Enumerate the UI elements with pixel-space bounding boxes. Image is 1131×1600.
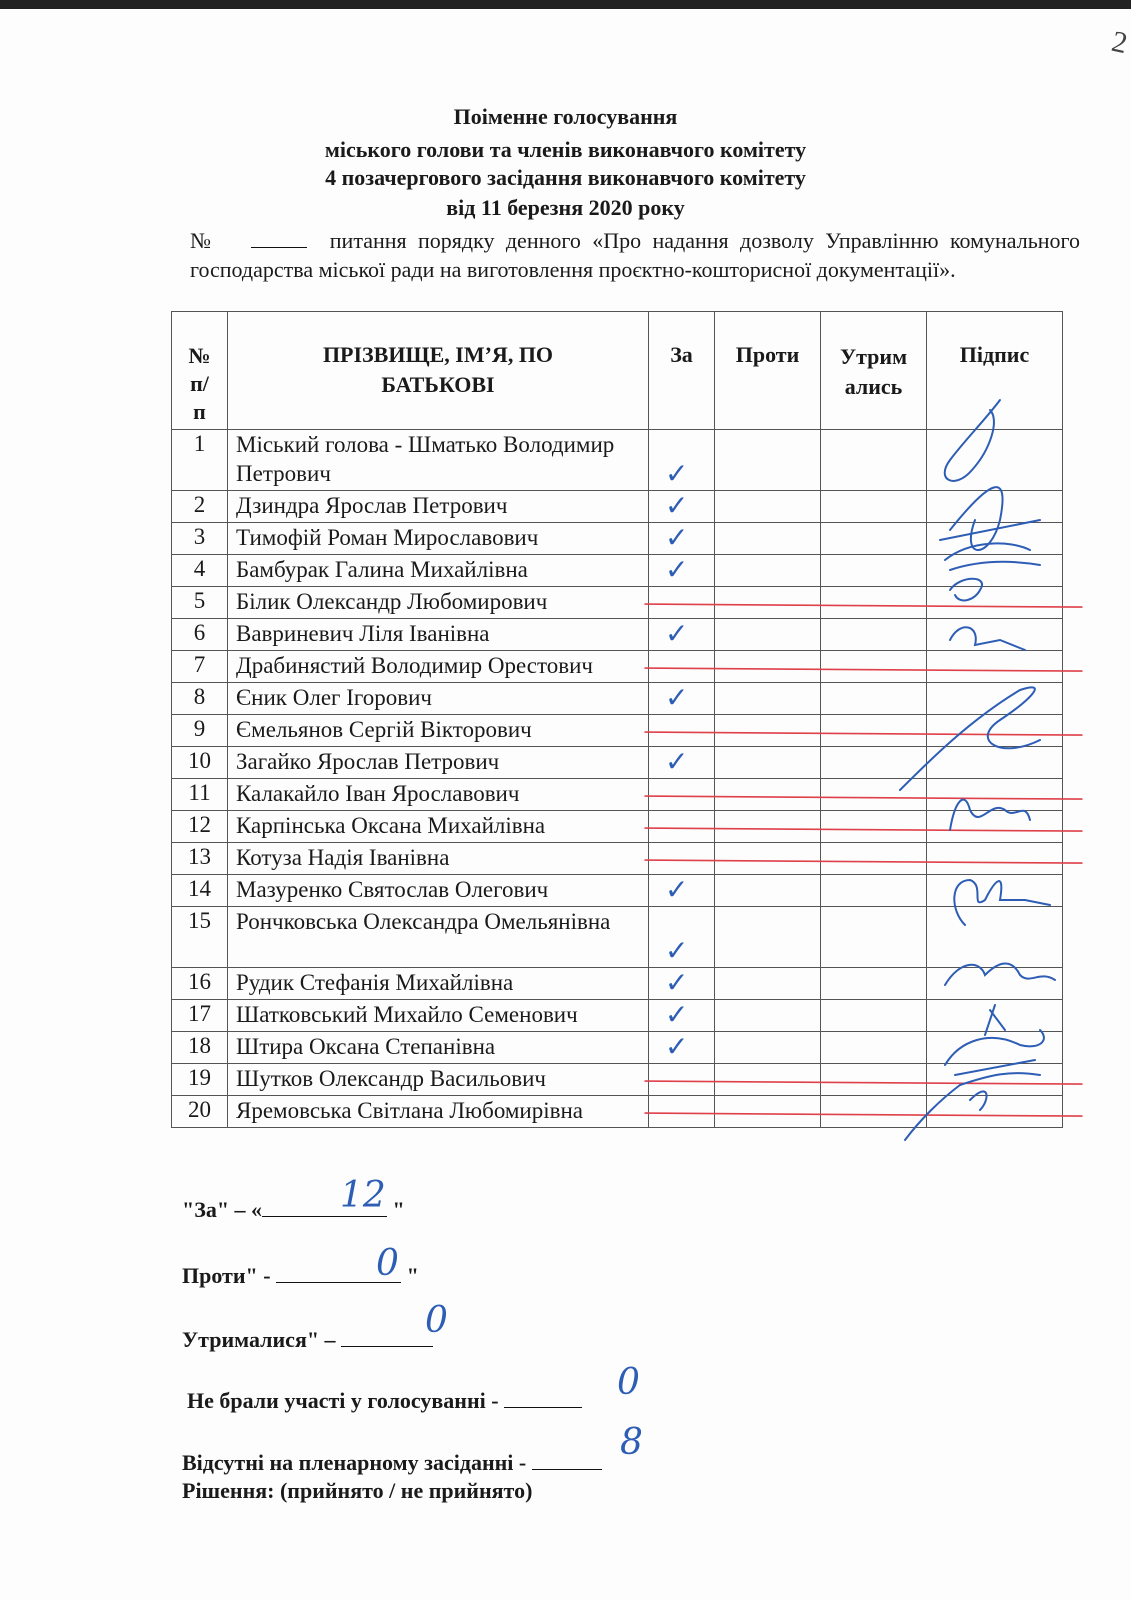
row-against — [715, 968, 821, 1000]
row-signature — [927, 968, 1063, 1000]
row-signature — [927, 683, 1063, 715]
row-for — [649, 1064, 715, 1096]
row-against — [715, 619, 821, 651]
total-for-label: "За" – « — [182, 1197, 263, 1222]
row-against — [715, 430, 821, 491]
total-absent-value: 8 — [620, 1422, 643, 1463]
row-against — [715, 1032, 821, 1064]
row-for — [649, 968, 715, 1000]
col-against: Проти — [715, 312, 821, 430]
row-name: Яремовська Світлана Любомирівна — [228, 1096, 649, 1128]
row-for — [649, 907, 715, 968]
row-signature — [927, 907, 1063, 968]
row-for — [649, 779, 715, 811]
row-signature — [927, 715, 1063, 747]
total-abstained-label: Утрималися" – — [182, 1327, 336, 1352]
row-number: 10 — [172, 747, 228, 779]
total-for-end: " — [387, 1197, 405, 1222]
row-number: 4 — [172, 555, 228, 587]
row-number: 12 — [172, 811, 228, 843]
row-name: Тимофій Роман Мирославович — [228, 523, 649, 555]
row-against — [715, 843, 821, 875]
col-signature: Підпис — [927, 312, 1063, 430]
page-corner-mark: 2 — [1108, 24, 1131, 61]
checkmark-icon: ✓ — [665, 489, 689, 522]
row-against — [715, 1000, 821, 1032]
row-number: 17 — [172, 1000, 228, 1032]
table-row — [172, 779, 1063, 811]
row-abstained — [821, 1064, 927, 1096]
row-number: 9 — [172, 715, 228, 747]
total-against-label: Проти" - — [182, 1263, 277, 1288]
row-signature — [927, 430, 1063, 491]
row-number: 14 — [172, 875, 228, 907]
row-number: 11 — [172, 779, 228, 811]
row-abstained — [821, 811, 927, 843]
row-for — [649, 430, 715, 491]
checkmark-icon: ✓ — [665, 998, 689, 1031]
table-row — [172, 843, 1063, 875]
table-row — [172, 587, 1063, 619]
row-abstained — [821, 491, 927, 523]
total-against-value: 0 — [376, 1243, 399, 1284]
row-for — [649, 683, 715, 715]
row-for — [649, 843, 715, 875]
row-name: Вавриневич Ліля Іванівна — [228, 619, 649, 651]
agenda-text: питання порядку денного «Про надання дозволу Управлінню комунального господарства міської ради на виготовлення проєктно-кошторисної документації». — [190, 228, 1081, 282]
doc-date: від 11 березня 2020 року — [446, 195, 685, 220]
row-number: 7 — [172, 651, 228, 683]
row-for — [649, 715, 715, 747]
table-row — [172, 875, 1063, 907]
doc-subtitle-1: міського голови та членів виконавчого комітету — [324, 137, 807, 162]
row-signature — [927, 1096, 1063, 1128]
row-abstained — [821, 968, 927, 1000]
row-name: Загайко Ярослав Петрович — [228, 747, 649, 779]
row-against — [715, 875, 821, 907]
row-for — [649, 523, 715, 555]
row-abstained — [821, 779, 927, 811]
checkmark-icon: ✓ — [665, 966, 689, 999]
row-against — [715, 715, 821, 747]
col-number: № п/ п — [172, 312, 228, 430]
agenda-number-blank — [251, 229, 307, 248]
row-for — [649, 651, 715, 683]
row-abstained — [821, 1000, 927, 1032]
row-name: Міський голова - Шматько Володимир Петрович — [228, 430, 649, 491]
agenda-item — [190, 226, 1080, 284]
table-row — [172, 1064, 1063, 1096]
checkmark-icon: ✓ — [665, 873, 689, 906]
row-name: Калакайло Іван Ярославович — [228, 779, 649, 811]
row-against — [715, 1096, 821, 1128]
table-row — [172, 1096, 1063, 1128]
table-row — [172, 555, 1063, 587]
row-signature — [927, 619, 1063, 651]
vote-table-header — [172, 312, 1063, 430]
vote-table — [171, 311, 1063, 1128]
doc-subtitle-2: 4 позачергового засідання виконавчого комітету — [325, 165, 806, 190]
row-name: Шатковський Михайло Семенович — [228, 1000, 649, 1032]
row-for — [649, 1000, 715, 1032]
row-number: 5 — [172, 587, 228, 619]
row-number: 3 — [172, 523, 228, 555]
row-against — [715, 1064, 821, 1096]
row-abstained — [821, 619, 927, 651]
total-for-value: 12 — [340, 1175, 386, 1216]
row-for — [649, 491, 715, 523]
total-not-voted — [187, 1388, 582, 1414]
row-signature — [927, 1032, 1063, 1064]
table-row — [172, 1000, 1063, 1032]
row-signature — [927, 491, 1063, 523]
row-signature — [927, 587, 1063, 619]
row-number: 15 — [172, 907, 228, 968]
row-abstained — [821, 843, 927, 875]
table-row — [172, 747, 1063, 779]
row-against — [715, 555, 821, 587]
table-row — [172, 619, 1063, 651]
row-against — [715, 523, 821, 555]
row-abstained — [821, 587, 927, 619]
table-row — [172, 907, 1063, 968]
row-number: 1 — [172, 430, 228, 491]
row-signature — [927, 1064, 1063, 1096]
row-number: 2 — [172, 491, 228, 523]
table-row — [172, 811, 1063, 843]
row-for — [649, 587, 715, 619]
row-abstained — [821, 747, 927, 779]
row-for — [649, 1096, 715, 1128]
decision: Рішення: (прийнято / не прийнято) — [182, 1478, 533, 1503]
row-against — [715, 683, 821, 715]
checkmark-icon: ✓ — [665, 681, 689, 714]
checkmark-icon: ✓ — [665, 934, 689, 967]
row-name: Єник Олег Ігорович — [228, 683, 649, 715]
checkmark-icon: ✓ — [665, 457, 689, 490]
row-for — [649, 811, 715, 843]
checkmark-icon: ✓ — [665, 553, 689, 586]
table-row — [172, 968, 1063, 1000]
total-not-voted-label: Не брали участі у голосуванні - — [187, 1388, 505, 1413]
table-row — [172, 523, 1063, 555]
row-name: Штира Оксана Степанівна — [228, 1032, 649, 1064]
total-absent-label: Відсутні на пленарному засіданні - — [182, 1450, 527, 1475]
row-number: 8 — [172, 683, 228, 715]
row-abstained — [821, 651, 927, 683]
col-abstained: Утрим ались — [821, 312, 927, 430]
row-name: Мазуренко Святослав Олегович — [228, 875, 649, 907]
row-name: Бамбурак Галина Михайлівна — [228, 555, 649, 587]
row-signature — [927, 811, 1063, 843]
row-abstained — [821, 683, 927, 715]
checkmark-icon: ✓ — [665, 521, 689, 554]
row-for — [649, 555, 715, 587]
row-for — [649, 1032, 715, 1064]
table-row — [172, 430, 1063, 491]
row-against — [715, 587, 821, 619]
row-signature — [927, 523, 1063, 555]
checkmark-icon: ✓ — [665, 617, 689, 650]
row-signature — [927, 555, 1063, 587]
row-against — [715, 811, 821, 843]
total-abstained — [182, 1327, 433, 1353]
col-for: За — [649, 312, 715, 430]
row-signature — [927, 651, 1063, 683]
row-name: Дзиндра Ярослав Петрович — [228, 491, 649, 523]
table-row — [172, 715, 1063, 747]
row-number: 16 — [172, 968, 228, 1000]
row-abstained — [821, 875, 927, 907]
table-row — [172, 651, 1063, 683]
row-number: 13 — [172, 843, 228, 875]
row-signature — [927, 843, 1063, 875]
row-number: 19 — [172, 1064, 228, 1096]
row-against — [715, 907, 821, 968]
row-for — [649, 875, 715, 907]
row-abstained — [821, 523, 927, 555]
row-abstained — [821, 430, 927, 491]
row-for — [649, 747, 715, 779]
total-not-voted-value: 0 — [617, 1362, 640, 1403]
row-name: Рончковська Олександра Омельянівна — [228, 907, 649, 968]
scan-top-edge — [0, 0, 1131, 9]
table-row — [172, 491, 1063, 523]
agenda-number-sign: № — [190, 228, 217, 253]
row-signature — [927, 779, 1063, 811]
row-signature — [927, 1000, 1063, 1032]
col-name: ПРІЗВИЩЕ, ІМ’Я, ПО БАТЬКОВІ — [228, 312, 649, 430]
total-abstained-value: 0 — [425, 1300, 448, 1341]
row-signature — [927, 747, 1063, 779]
row-name: Карпінська Оксана Михайлівна — [228, 811, 649, 843]
row-against — [715, 747, 821, 779]
row-number: 18 — [172, 1032, 228, 1064]
total-absent — [182, 1450, 602, 1476]
row-abstained — [821, 907, 927, 968]
row-against — [715, 779, 821, 811]
row-abstained — [821, 1032, 927, 1064]
checkmark-icon: ✓ — [665, 745, 689, 778]
table-row — [172, 683, 1063, 715]
row-for — [649, 619, 715, 651]
row-number: 20 — [172, 1096, 228, 1128]
row-abstained — [821, 715, 927, 747]
total-against-end: " — [401, 1263, 419, 1288]
checkmark-icon: ✓ — [665, 1030, 689, 1063]
row-against — [715, 491, 821, 523]
row-number: 6 — [172, 619, 228, 651]
row-name: Шутков Олександр Васильович — [228, 1064, 649, 1096]
row-name: Драбинястий Володимир Орестович — [228, 651, 649, 683]
row-name: Білик Олександр Любомирович — [228, 587, 649, 619]
doc-title: Поіменне голосування — [453, 104, 678, 129]
row-against — [715, 651, 821, 683]
row-signature — [927, 875, 1063, 907]
row-abstained — [821, 555, 927, 587]
row-name: Рудик Стефанія Михайлівна — [228, 968, 649, 1000]
row-name: Котуза Надія Іванівна — [228, 843, 649, 875]
row-abstained — [821, 1096, 927, 1128]
row-name: Ємельянов Сергій Вікторович — [228, 715, 649, 747]
table-row — [172, 1032, 1063, 1064]
